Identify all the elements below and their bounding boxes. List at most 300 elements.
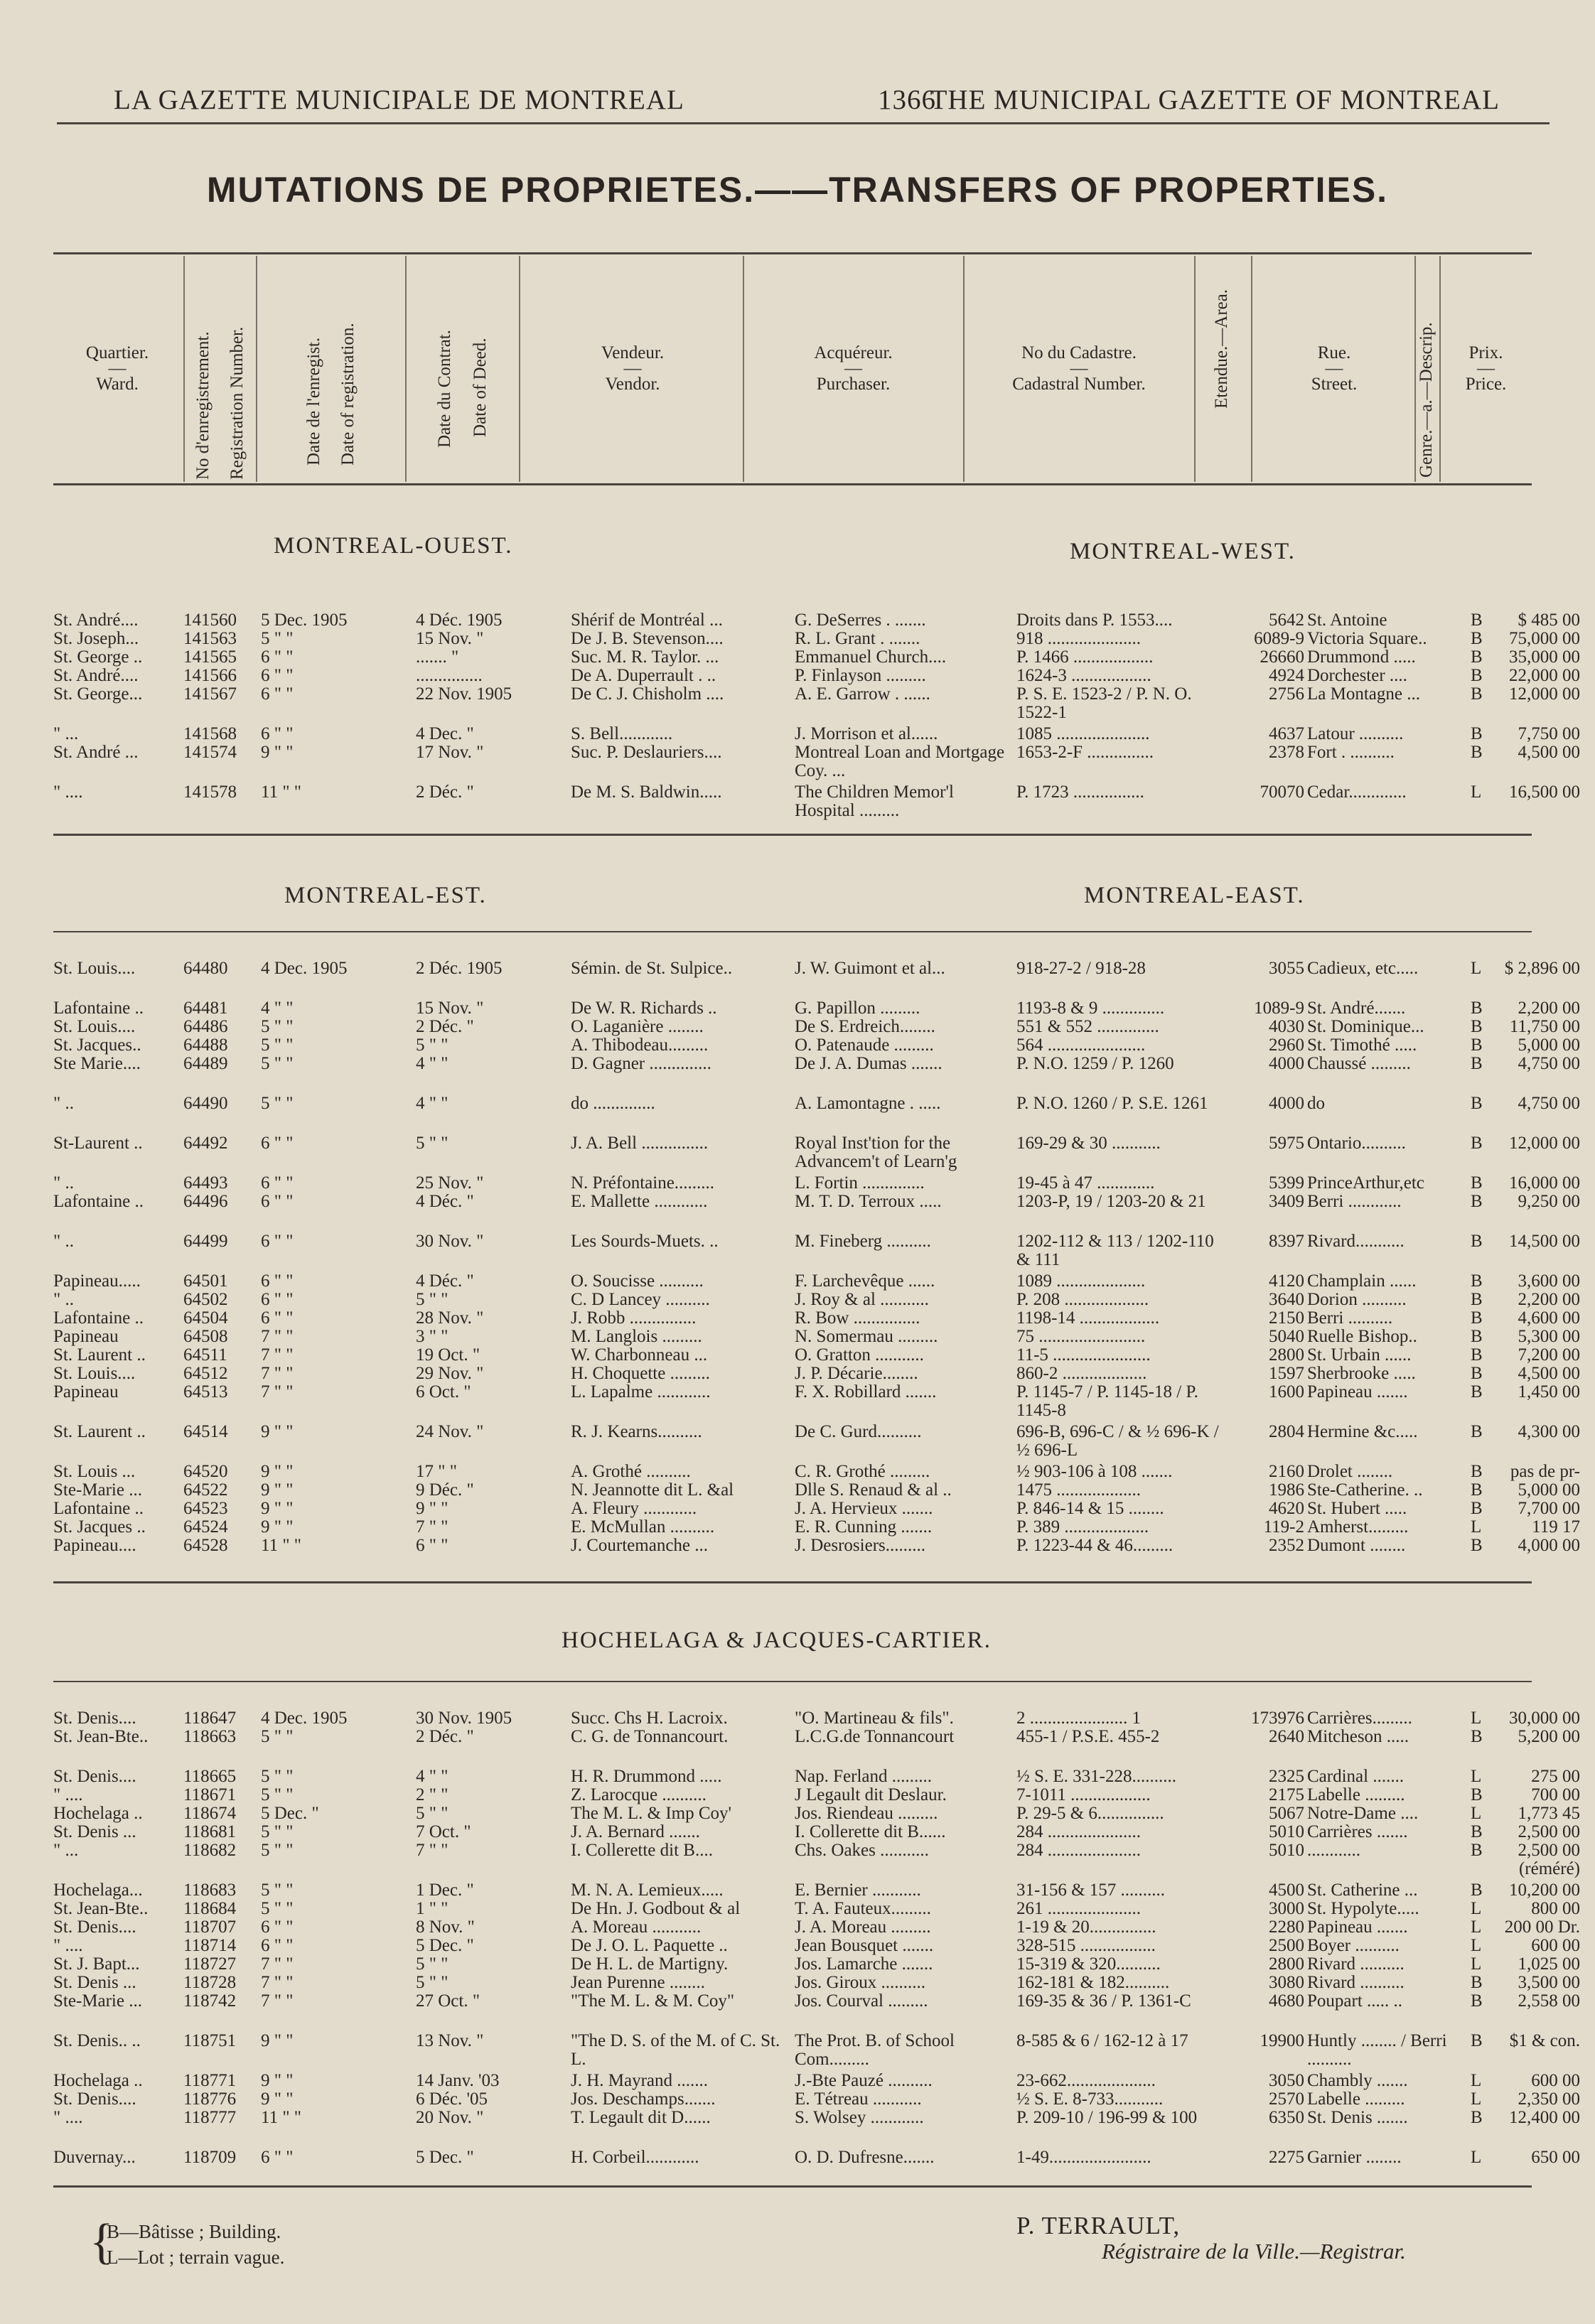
registration-date-cell: 6 " ": [261, 1232, 294, 1251]
price-cell: 2,558 00: [1518, 1992, 1580, 2011]
registration-date-cell: 5 Dec. 1905: [261, 611, 348, 630]
price-cell: 11,750 00: [1509, 1018, 1580, 1036]
cadastre-cell: Droits dans P. 1553....: [1016, 611, 1173, 630]
purchaser-cell: L. Fortin ..............: [795, 1174, 925, 1193]
area-cell: 173976: [1251, 1709, 1304, 1728]
ward-cell: " ..: [53, 1232, 74, 1251]
genre-cell: B: [1471, 1232, 1483, 1251]
registration-number-cell: 64492: [183, 1134, 228, 1153]
price-cell: 2,500 00 (réméré): [1518, 1841, 1580, 1878]
genre-cell: B: [1471, 1537, 1483, 1555]
cadastre-cell: 551 & 552 ..............: [1016, 1018, 1159, 1036]
purchaser-cell: Nap. Ferland .........: [795, 1768, 933, 1786]
deed-date-cell: 4 Déc. ": [416, 1272, 474, 1291]
registration-date-cell: 6 " ": [261, 1193, 294, 1211]
table-row: [53, 1537, 1580, 1555]
section-rule: [53, 931, 1532, 932]
registration-number-cell: 118714: [183, 1937, 237, 1955]
street-cell: St. Timothé .....: [1307, 1036, 1417, 1055]
street-cell: St. Hypolyte.....: [1307, 1900, 1419, 1918]
ward-cell: St. Denis....: [53, 2090, 136, 2109]
registration-date-cell: 6 " ": [261, 1134, 294, 1153]
purchaser-cell: G. DeSerres . .......: [795, 611, 926, 630]
purchaser-cell: O. Patenaude .........: [795, 1036, 934, 1055]
price-cell: 800 00: [1531, 1900, 1580, 1918]
col-head-purchaser-fr: Acquéreur.: [814, 343, 893, 362]
vendor-cell: Jos. Deschamps.......: [571, 2090, 716, 2109]
table-row: [53, 1309, 1580, 1328]
area-cell: 1089-9: [1254, 999, 1304, 1018]
genre-cell: L: [1471, 1900, 1482, 1918]
street-cell: Poupart ..... ..: [1307, 1992, 1403, 2011]
price-cell: pas de pr-: [1510, 1463, 1580, 1481]
registration-date-cell: 7 " ": [261, 1992, 294, 2011]
col-head-street-fr: Rue.: [1317, 343, 1351, 362]
vendor-cell: J. A. Bell ...............: [571, 1134, 709, 1153]
cadastre-cell: 7-1011 ..................: [1016, 1786, 1151, 1804]
vendor-cell: A. Fleury ............: [571, 1500, 697, 1518]
col-sep: [183, 256, 185, 482]
ward-cell: Lafontaine ..: [53, 1193, 144, 1211]
col-head-street: [1252, 259, 1416, 487]
area-cell: 4500: [1269, 1881, 1304, 1900]
section-rule: [53, 1581, 1532, 1583]
vendor-cell: De M. S. Baldwin.....: [571, 783, 722, 802]
deed-date-cell: 15 Nov. ": [416, 999, 484, 1018]
cadastre-cell: 860-2 ...................: [1016, 1365, 1147, 1383]
purchaser-cell: J. A. Moreau .........: [795, 1918, 931, 1937]
table-row: [53, 1423, 1580, 1463]
price-cell: 200 00 Dr.: [1504, 1918, 1580, 1937]
registration-date-cell: 6 " ": [261, 1174, 294, 1193]
ward-cell: Ste Marie....: [53, 1055, 141, 1073]
price-cell: 600 00: [1531, 1937, 1580, 1955]
registration-number-cell: 141567: [183, 685, 237, 704]
ward-cell: St. Jean-Bte..: [53, 1728, 149, 1746]
street-cell: Berri ..........: [1307, 1309, 1393, 1328]
registration-date-cell: 5 " ": [261, 1728, 294, 1746]
table-row: [53, 1018, 1580, 1036]
deed-date-cell: 7 " ": [416, 1518, 449, 1537]
ward-cell: St. Denis....: [53, 1709, 136, 1728]
registration-number-cell: 64523: [183, 1500, 228, 1518]
col-head-ward-en: Ward.: [96, 375, 139, 394]
registration-number-cell: 141563: [183, 630, 237, 648]
deed-date-cell: 25 Nov. ": [416, 1174, 484, 1193]
transfer-table-east: [53, 959, 1580, 1555]
cadastre-cell: 8-585 & 6 / 162-12 à 17: [1016, 2032, 1188, 2050]
table-row: [53, 1728, 1580, 1768]
registration-number-cell: 141568: [183, 725, 237, 743]
price-cell: 7,200 00: [1518, 1346, 1580, 1365]
table-row: [53, 1918, 1580, 1937]
area-cell: 5010: [1269, 1841, 1304, 1860]
vendor-cell: R. J. Kearns..........: [571, 1423, 702, 1441]
deed-date-cell: 7 " ": [416, 1841, 449, 1860]
cadastre-cell: 75 ........................: [1016, 1328, 1146, 1346]
cadastre-cell: P. 1145-7 / P. 1145-18 / P. 1145-8: [1016, 1383, 1198, 1420]
price-cell: 5,000 00: [1518, 1036, 1580, 1055]
header-title-en: THE MUNICIPAL GAZETTE OF MONTREAL: [930, 85, 1500, 115]
table-row: [53, 999, 1580, 1018]
table-row: [53, 2148, 1580, 2167]
cadastre-cell: ½ 903-106 à 108 .......: [1016, 1463, 1173, 1481]
cadastre-cell: 15-319 & 320..........: [1016, 1955, 1161, 1974]
area-cell: 3080: [1269, 1974, 1304, 1992]
deed-date-cell: 6 " ": [416, 1537, 449, 1555]
street-cell: Huntly ........ / Berri ..........: [1307, 2032, 1447, 2069]
page-number: 1366: [878, 85, 936, 115]
street-cell: Boyer ..........: [1307, 1937, 1400, 1955]
purchaser-cell: Montreal Loan and Mortgage Coy. ...: [795, 743, 1005, 780]
purchaser-cell: J. A. Hervieux .......: [795, 1500, 933, 1518]
street-cell: La Montagne ...: [1307, 685, 1420, 704]
price-cell: 30,000 00: [1509, 1709, 1580, 1728]
registration-date-cell: 5 " ": [261, 1768, 294, 1786]
area-cell: 119-2: [1263, 1518, 1304, 1537]
deed-date-cell: 5 Dec. ": [416, 2148, 474, 2167]
area-cell: 3000: [1269, 1900, 1304, 1918]
table-row: [53, 2032, 1580, 2072]
registration-number-cell: 118709: [183, 2148, 237, 2167]
ward-cell: " ..: [53, 1094, 74, 1113]
price-cell: 22,000 00: [1509, 667, 1580, 685]
deed-date-cell: 2 Déc. ": [416, 783, 474, 802]
registration-number-cell: 64489: [183, 1055, 228, 1073]
deed-date-cell: 2 Déc. ": [416, 1018, 474, 1036]
purchaser-cell: C. R. Grothé .........: [795, 1463, 930, 1481]
price-cell: 35,000 00: [1509, 648, 1580, 667]
registration-date-cell: 5 " ": [261, 1094, 294, 1113]
genre-cell: B: [1471, 1500, 1483, 1518]
registration-date-cell: 5 " ": [261, 1900, 294, 1918]
deed-date-cell: ...............: [416, 667, 483, 685]
registration-number-cell: 64512: [183, 1365, 228, 1383]
genre-cell: L: [1471, 959, 1482, 978]
registration-date-cell: 7 " ": [261, 1955, 294, 1974]
price-cell: 14,500 00: [1509, 1232, 1580, 1251]
deed-date-cell: 4 Dec. ": [416, 725, 474, 743]
table-row: [53, 1134, 1580, 1174]
vendor-cell: D. Gagner ..............: [571, 1055, 711, 1073]
running-head: [107, 84, 1500, 118]
genre-cell: B: [1471, 1036, 1483, 1055]
cadastre-cell: 1198-14 ..................: [1016, 1309, 1160, 1328]
ward-cell: St-Laurent ..: [53, 1134, 143, 1153]
purchaser-cell: Emmanuel Church....: [795, 648, 947, 667]
deed-date-cell: 5 " ": [416, 1955, 449, 1974]
deed-date-cell: 27 Oct. ": [416, 1992, 480, 2011]
table-row: [53, 1500, 1580, 1518]
area-cell: 5067: [1269, 1804, 1304, 1823]
ward-cell: Lafontaine ..: [53, 1500, 144, 1518]
purchaser-cell: J.-Bte Pauzé ..........: [795, 2072, 933, 2090]
cadastre-cell: 1085 .....................: [1016, 725, 1150, 743]
genre-cell: B: [1471, 1272, 1483, 1291]
registration-number-cell: 141578: [183, 783, 237, 802]
area-cell: 2500: [1269, 1937, 1304, 1955]
table-row: [53, 1786, 1580, 1804]
vendor-cell: J. Robb ...............: [571, 1309, 697, 1328]
section-rule: [53, 834, 1532, 836]
street-cell: Dumont ........: [1307, 1537, 1406, 1555]
vendor-cell: C. G. de Tonnancourt.: [571, 1728, 729, 1746]
registration-date-cell: 6 " ": [261, 1309, 294, 1328]
registration-number-cell: 64514: [183, 1423, 228, 1441]
deed-date-cell: 30 Nov. ": [416, 1232, 484, 1251]
legend: [90, 2215, 285, 2270]
ward-cell: St. Jacques ..: [53, 1518, 146, 1537]
table-row: [53, 1383, 1580, 1423]
price-cell: 5,000 00: [1518, 1481, 1580, 1500]
registration-date-cell: 6 " ": [261, 1291, 294, 1309]
col-head-vendor-fr: Vendeur.: [601, 343, 665, 362]
registration-number-cell: 64528: [183, 1537, 228, 1555]
vendor-cell: H. Choquette .........: [571, 1365, 710, 1383]
cadastre-cell: 1202-112 & 113 / 1202-110 & 111: [1016, 1232, 1214, 1269]
table-row: [53, 1174, 1580, 1193]
header-rule: [57, 122, 1550, 124]
table-row: [53, 1768, 1580, 1786]
purchaser-cell: The Prot. B. of School Com.........: [795, 2032, 955, 2069]
cadastre-cell: 564 ......................: [1016, 1036, 1146, 1055]
purchaser-cell: Jos. Courval .........: [795, 1992, 928, 2011]
cadastre-cell: 1193-8 & 9 ..............: [1016, 999, 1165, 1018]
cadastre-cell: 284 .....................: [1016, 1823, 1141, 1841]
ward-cell: St. André ...: [53, 743, 139, 762]
genre-cell: B: [1471, 1055, 1483, 1073]
table-row: [53, 1193, 1580, 1232]
table-row: [53, 1328, 1580, 1346]
ward-cell: " ....: [53, 2109, 83, 2127]
price-cell: 10,200 00: [1509, 1881, 1580, 1900]
ward-cell: Lafontaine ..: [53, 1309, 144, 1328]
cadastre-cell: 1624-3 ..................: [1016, 667, 1151, 685]
street-cell: Ste-Catherine. ..: [1307, 1481, 1423, 1500]
legend-brace: {: [90, 2215, 114, 2269]
price-cell: 4,500 00: [1518, 743, 1580, 762]
price-cell: 1,773 45: [1518, 1804, 1580, 1823]
registration-date-cell: 7 " ": [261, 1383, 294, 1402]
area-cell: 4924: [1269, 667, 1304, 685]
registration-number-cell: 64504: [183, 1309, 228, 1328]
vendor-cell: Z. Larocque ..........: [571, 1786, 707, 1804]
price-cell: 12,000 00: [1509, 685, 1580, 704]
vendor-cell: E. Mallette ............: [571, 1193, 708, 1211]
registration-number-cell: 118663: [183, 1728, 237, 1746]
vendor-cell: L. Lapalme ............: [571, 1383, 711, 1402]
ward-cell: Ste-Marie ...: [53, 1481, 142, 1500]
genre-cell: B: [1471, 999, 1483, 1018]
deed-date-cell: 8 Nov. ": [416, 1918, 475, 1937]
cadastre-cell: 169-29 & 30 ...........: [1016, 1134, 1161, 1153]
registration-number-cell: 141574: [183, 743, 237, 762]
purchaser-cell: S. Wolsey ............: [795, 2109, 924, 2127]
street-cell: Drummond .....: [1307, 648, 1416, 667]
purchaser-cell: G. Papillon .........: [795, 999, 920, 1018]
cadastre-cell: P. 1723 ................: [1016, 783, 1144, 802]
table-row: [53, 1992, 1580, 2032]
genre-cell: B: [1471, 1881, 1483, 1900]
street-cell: St. Denis .......: [1307, 2109, 1408, 2127]
registration-number-cell: 118647: [183, 1709, 237, 1728]
col-head-ward: [53, 259, 181, 487]
cadastre-cell: 31-156 & 157 ..........: [1016, 1881, 1166, 1900]
col-sep: [519, 256, 520, 482]
area-cell: 5010: [1269, 1823, 1304, 1841]
registration-number-cell: 118742: [183, 1992, 237, 2011]
vendor-cell: De A. Duperrault . ..: [571, 667, 716, 685]
price-cell: 7,750 00: [1518, 725, 1580, 743]
area-cell: 5642: [1269, 611, 1304, 630]
cadastre-cell: 1653-2-F ...............: [1016, 743, 1154, 762]
col-head-reg-fr: No d'enregistrement.: [193, 331, 213, 480]
vendor-cell: O. Laganière ........: [571, 1018, 704, 1036]
deed-date-cell: 6 Déc. '05: [416, 2090, 488, 2109]
genre-cell: B: [1471, 1018, 1483, 1036]
col-head-ward-fr: Quartier.: [85, 343, 149, 362]
header-title-fr: LA GAZETTE MUNICIPALE DE MONTREAL: [114, 85, 684, 115]
vendor-cell: A. Thibodeau.........: [571, 1036, 709, 1055]
price-cell: 5,200 00: [1518, 1728, 1580, 1746]
street-cell: St. Antoine: [1307, 611, 1387, 630]
registration-date-cell: 6 " ": [261, 2148, 294, 2167]
genre-cell: B: [1471, 1193, 1483, 1211]
price-cell: 4,500 00: [1518, 1365, 1580, 1383]
table-row: [53, 1232, 1580, 1272]
col-head-purchaser-dash: —: [844, 359, 862, 378]
genre-cell: B: [1471, 725, 1483, 743]
table-row: [53, 1955, 1580, 1974]
deed-date-cell: 28 Nov. ": [416, 1309, 484, 1328]
registration-number-cell: 118728: [183, 1974, 237, 1992]
area-cell: 2378: [1269, 743, 1304, 762]
price-cell: 75,000 00: [1509, 630, 1580, 648]
table-row: [53, 1481, 1580, 1500]
vendor-cell: De H. L. de Martigny.: [571, 1955, 729, 1974]
vendor-cell: H. Corbeil............: [571, 2148, 699, 2167]
price-cell: 2,500 00: [1518, 1823, 1580, 1841]
registration-date-cell: 6 " ": [261, 648, 294, 667]
cadastre-cell: 261 .....................: [1016, 1900, 1141, 1918]
vendor-cell: J. A. Bernard .......: [571, 1823, 700, 1841]
vendor-cell: Suc. M. R. Taylor. ...: [571, 648, 719, 667]
street-cell: Cadieux, etc.....: [1307, 959, 1419, 978]
transfer-table-hochelaga: [53, 1709, 1580, 2167]
deed-date-cell: 5 Dec. ": [416, 1937, 474, 1955]
registration-date-cell: 6 " ": [261, 1272, 294, 1291]
col-sep: [963, 256, 965, 482]
purchaser-cell: F. X. Robillard .......: [795, 1383, 937, 1402]
table-row: [53, 1881, 1580, 1900]
table-row: [53, 1823, 1580, 1841]
ward-cell: St. Louis ...: [53, 1463, 136, 1481]
table-row: [53, 2072, 1580, 2090]
purchaser-cell: Chs. Oakes ...........: [795, 1841, 929, 1860]
deed-date-cell: 2 " ": [416, 1786, 449, 1804]
vendor-cell: De J. O. L. Paquette ..: [571, 1937, 728, 1955]
table-row: [53, 1365, 1580, 1383]
genre-cell: L: [1471, 783, 1482, 802]
ward-cell: St. Jacques..: [53, 1036, 141, 1055]
cadastre-cell: P. 389 ...................: [1016, 1518, 1149, 1537]
vendor-cell: Jean Purenne ........: [571, 1974, 705, 1992]
area-cell: 2175: [1269, 1786, 1304, 1804]
deed-date-cell: ....... ": [416, 648, 459, 667]
deed-date-cell: 4 " ": [416, 1768, 449, 1786]
street-cell: Labelle .........: [1307, 2090, 1405, 2109]
registration-date-cell: 4 Dec. 1905: [261, 959, 348, 978]
deed-date-cell: 5 " ": [416, 1036, 449, 1055]
registrar-title: Régistraire de la Ville.—Registrar.: [1102, 2239, 1406, 2264]
section-title-en: MONTREAL-EAST.: [1084, 883, 1305, 908]
registration-number-cell: 118776: [183, 2090, 237, 2109]
street-cell: Chaussé .........: [1307, 1055, 1411, 1073]
street-cell: Dorion ..........: [1307, 1291, 1407, 1309]
genre-cell: B: [1471, 1383, 1483, 1402]
registration-date-cell: 4 Dec. 1905: [261, 1709, 348, 1728]
col-sep: [405, 256, 407, 482]
street-cell: St. André.......: [1307, 999, 1406, 1018]
ward-cell: St. George...: [53, 685, 143, 704]
table-row: [53, 1463, 1580, 1481]
registration-number-cell: 64496: [183, 1193, 228, 1211]
col-head-vendor: [522, 259, 743, 487]
purchaser-cell: De J. A. Dumas .......: [795, 1055, 942, 1073]
genre-cell: L: [1471, 1709, 1482, 1728]
vendor-cell: De Hn. J. Godbout & al: [571, 1900, 741, 1918]
cadastre-cell: 11-5 ......................: [1016, 1346, 1151, 1365]
ward-cell: St. Denis....: [53, 1768, 136, 1786]
registration-number-cell: 118665: [183, 1768, 237, 1786]
table-row: [53, 725, 1580, 743]
area-cell: 2800: [1269, 1346, 1304, 1365]
cadastre-cell: 1-19 & 20...............: [1016, 1918, 1156, 1937]
cadastre-cell: 1203-P, 19 / 1203-20 & 21: [1016, 1193, 1206, 1211]
registration-number-cell: 118674: [183, 1804, 237, 1823]
street-cell: Amherst.........: [1307, 1518, 1409, 1537]
purchaser-cell: J. Morrison et al......: [795, 725, 938, 743]
price-cell: 2,200 00: [1518, 1291, 1580, 1309]
purchaser-cell: J. Roy & al ...........: [795, 1291, 929, 1309]
col-head-purchaser-en: Purchaser.: [816, 375, 891, 394]
purchaser-cell: Jean Bousquet .......: [795, 1937, 934, 1955]
genre-cell: B: [1471, 1823, 1483, 1841]
vendor-cell: "The D. S. of the M. of C. St. L.: [571, 2032, 780, 2069]
area-cell: 26660: [1260, 648, 1304, 667]
page-title: MUTATIONS DE PROPRIETES.——TRANSFERS OF PROPERTIES.: [206, 170, 1389, 210]
genre-cell: B: [1471, 1365, 1483, 1383]
genre-cell: L: [1471, 2148, 1482, 2167]
deed-date-cell: 2 Déc. ": [416, 1728, 474, 1746]
genre-cell: B: [1471, 667, 1483, 685]
registration-number-cell: 118707: [183, 1918, 237, 1937]
table-row: [53, 1900, 1580, 1918]
price-cell: 600 00: [1531, 2072, 1580, 2090]
purchaser-cell: R. Bow ...............: [795, 1309, 920, 1328]
area-cell: 2280: [1269, 1918, 1304, 1937]
purchaser-cell: De S. Erdreich........: [795, 1018, 935, 1036]
ward-cell: " ...: [53, 1841, 79, 1860]
street-cell: Carrières .......: [1307, 1823, 1408, 1841]
deed-date-cell: 13 Nov. ": [416, 2032, 484, 2050]
cadastre-cell: P. 1466 ..................: [1016, 648, 1154, 667]
registration-date-cell: 11 " ": [261, 783, 301, 802]
price-cell: $ 485 00: [1518, 611, 1580, 630]
registration-number-cell: 141566: [183, 667, 237, 685]
area-cell: 2275: [1269, 2148, 1304, 2167]
purchaser-cell: J Legault dit Deslaur.: [795, 1786, 947, 1804]
